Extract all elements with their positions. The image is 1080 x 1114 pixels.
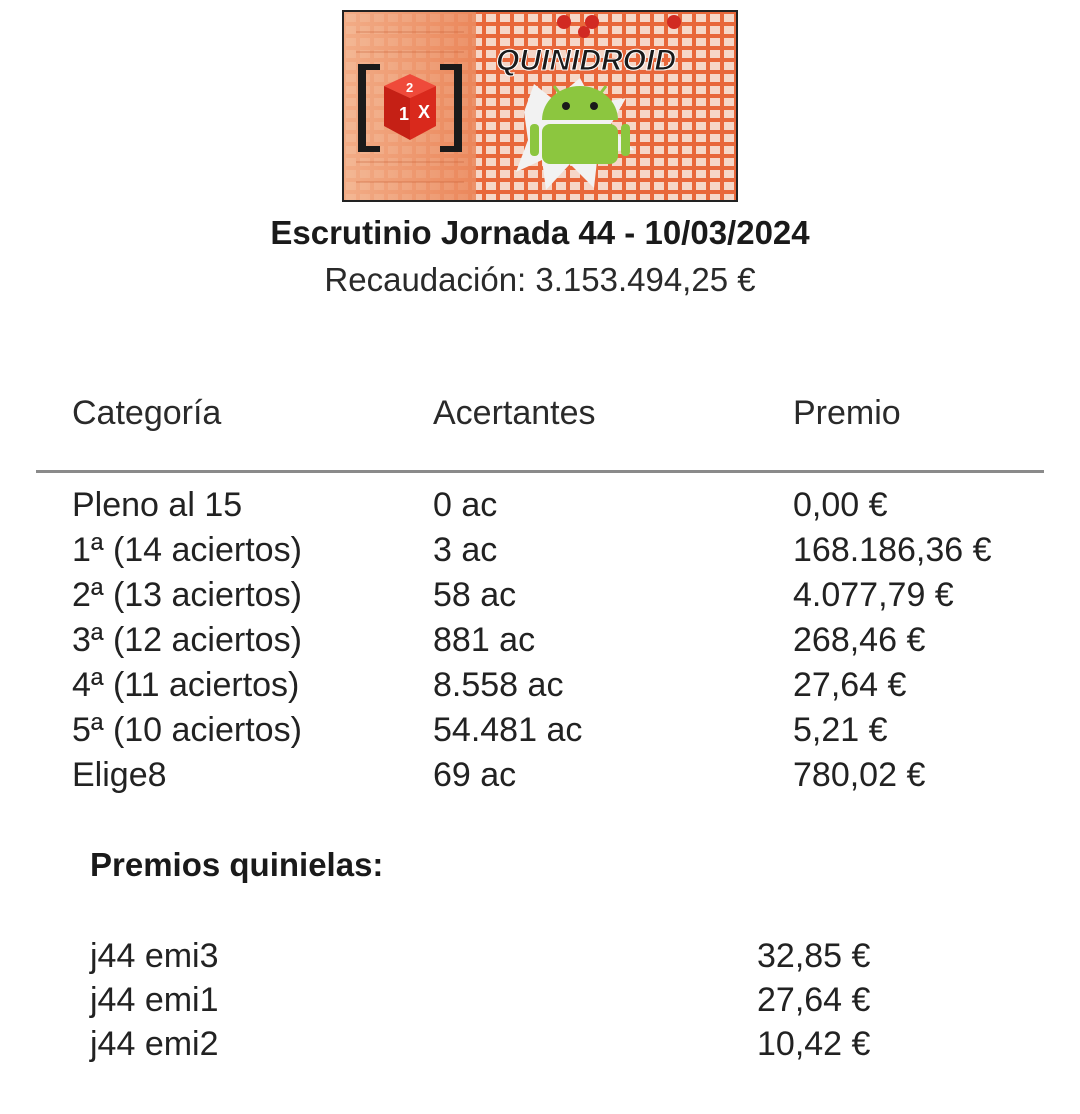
row-premio: 27,64 € [793, 666, 907, 704]
dice-label-2: 2 [406, 80, 414, 95]
premios-section-title: Premios quinielas: [90, 846, 384, 883]
row-categoria: Elige8 [72, 756, 167, 794]
row-acertantes: 54.481 ac [433, 711, 583, 749]
page-title: Escrutinio Jornada 44 - 10/03/2024 [270, 214, 810, 251]
row-premio: 5,21 € [793, 711, 888, 749]
row-acertantes: 58 ac [433, 576, 517, 614]
row-premio: 0,00 € [793, 486, 888, 524]
app-banner-logo [342, 10, 738, 202]
premio-amount: 10,42 € [757, 1025, 871, 1063]
row-acertantes: 3 ac [433, 531, 498, 569]
column-header-premio: Premio [793, 394, 901, 432]
row-premio: 268,46 € [793, 621, 926, 659]
column-header-acertantes: Acertantes [433, 394, 596, 432]
row-acertantes: 69 ac [433, 756, 517, 794]
row-acertantes: 881 ac [433, 621, 536, 659]
premio-name: j44 emi3 [90, 937, 219, 975]
row-categoria: Pleno al 15 [72, 486, 243, 524]
row-categoria: 2ª (13 aciertos) [72, 576, 302, 614]
row-categoria: 1ª (14 aciertos) [72, 531, 302, 569]
premio-amount: 27,64 € [757, 981, 871, 1019]
row-categoria: 5ª (10 aciertos) [72, 711, 302, 749]
quinidroid-logo-text: QUINIDROID [496, 44, 676, 77]
dice-1x2-icon [384, 74, 436, 140]
dice-label-1: 1 [399, 104, 410, 124]
recaudacion-text: Recaudación: 3.153.494,25 € [324, 261, 756, 298]
premio-amount: 32,85 € [757, 937, 871, 975]
dice-label-x: X [418, 102, 431, 122]
row-premio: 168.186,36 € [793, 531, 992, 569]
premio-name: j44 emi1 [90, 981, 219, 1019]
row-acertantes: 0 ac [433, 486, 498, 524]
column-header-categoria: Categoría [72, 394, 222, 432]
row-premio: 780,02 € [793, 756, 926, 794]
row-categoria: 3ª (12 aciertos) [72, 621, 302, 659]
header-divider [36, 470, 1044, 473]
row-premio: 4.077,79 € [793, 576, 954, 614]
row-categoria: 4ª (11 aciertos) [72, 666, 300, 704]
row-acertantes: 8.558 ac [433, 666, 564, 704]
premio-name: j44 emi2 [90, 1025, 219, 1063]
